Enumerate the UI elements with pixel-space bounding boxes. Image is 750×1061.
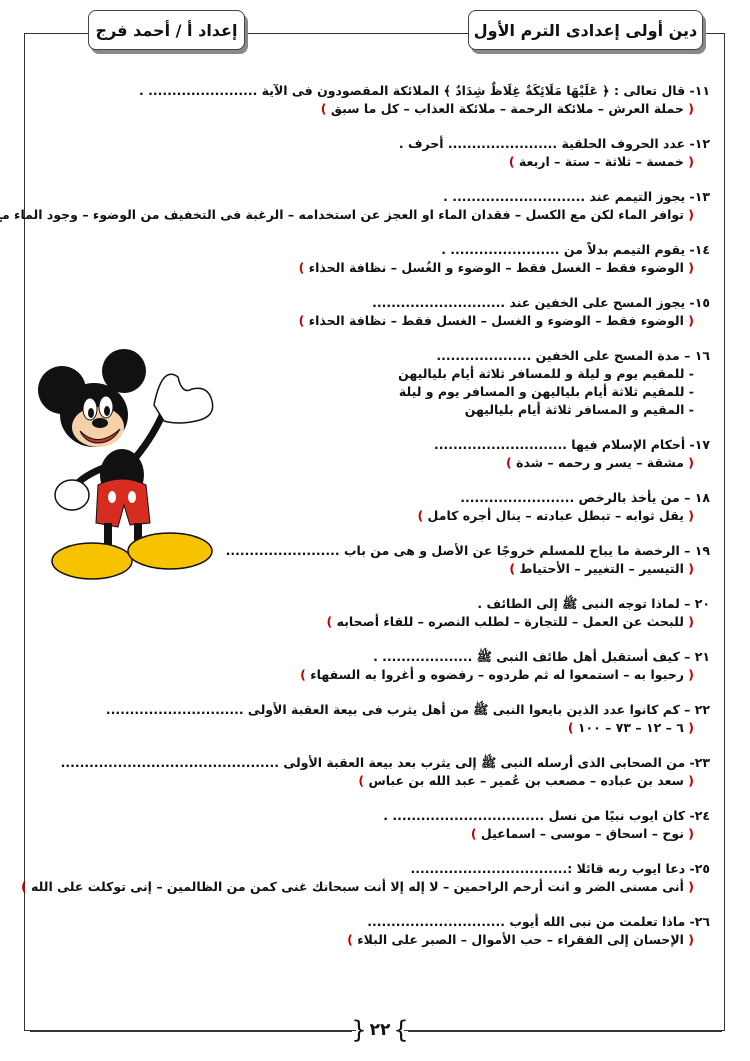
answer-options: ( نوح – اسحاق – موسى – اسماعيل ) — [470, 826, 694, 841]
question-text: ١٧- أحكام الإسلام فيها ............................ — [433, 437, 710, 452]
answer-options: ( التيسير – التغيير – الحتياط ) — [509, 561, 694, 576]
question-q22 — [40, 701, 710, 737]
question-text: ١٩ – الرخصة ما يباح للمسلم خروجًا عن الأصل و هى من باب ........................ — [225, 543, 710, 558]
answer-options: ( ٦ – ١٢ – ٧٣ – ١٠٠ ) — [567, 720, 694, 735]
question-q12 — [40, 135, 710, 171]
question-text: ١٣- يجوز التيمم عند ............................ . — [443, 189, 710, 204]
page-number-box: } ٢٢ { — [351, 1016, 409, 1044]
question-text: ١٥- يجوز المسح على الخفين عند ............................ — [372, 295, 710, 310]
answer-options: ( يقل ثوابه – تبطل عبادته – ينال أجره كامل ) — [417, 508, 694, 523]
question-text: ١١- قال تعالى : ﴿ عَلَيْهَا مَلَائِكَةٌ غِلَاظٌ شِدَادٌ ﴾ الملائكة المقصودون فى الآية ....................... . — [139, 83, 710, 98]
question-q15 — [40, 294, 710, 330]
question-q20 — [40, 595, 710, 631]
question-text: ٢٥- دعا ايوب ربه قائلا :................................. — [410, 861, 710, 876]
answer-options: ( توافر الماء لكن مع الكسل – فقدان الماء او العجز عن استخدامه – الرغبة فى التخفيف من الوضوء – وجود الماء م — [1, 207, 694, 222]
question-text: ٢٣- من الصحابى الذى أرسله النبى ﷺ إلى يثرب بعد بيعة العقبة الأولى .............................................. — [60, 755, 710, 770]
question-text: ١٤- يقوم التيمم بدلاً من ....................... . — [441, 242, 710, 257]
answer-options: ( الوضوء فقط – الوضوء و الغسل – الغسل فقط – نظافة الحذاء ) — [298, 313, 694, 328]
question-q14 — [40, 241, 710, 277]
question-text: ١٨ – من يأخذ بالرخص ........................ — [460, 490, 710, 505]
question-text: ٢٤- كان ايوب نبيًا من نسل ................................ . — [383, 808, 710, 823]
question-text: ٢١ – كيف أستقبل أهل طائف النبى ﷺ ................... . — [373, 649, 710, 664]
cartoon-mouse-illustration — [32, 345, 222, 583]
question-q11 — [40, 82, 710, 118]
answer-options: ( الحسان إلى الفقراء – حب الموال – الصبر على البلء ) — [347, 932, 694, 947]
answer-option-item: - للمقيم ثلاثة أيام بلياليهن و المسافر يوم و ليلة — [40, 383, 710, 401]
footer-rule-left — [30, 1030, 352, 1032]
answer-option-item: - للمقيم يوم و ليلة و للمسافر ثلاثة أيام بلياليهن — [40, 365, 710, 383]
answer-options: ( خمسة – ثلثة – ستة – اربعة ) — [508, 154, 694, 169]
question-text: ٢٦- ماذا تعلمت من نبى الله أيوب ............................. — [367, 914, 710, 929]
question-q13 — [1, 188, 710, 224]
question-text: ٢٢ – كم كانوا عدد الذين بايعوا النبى ﷺ من أهل يثرب فى بيعة العقبة الأولى ............................. — [105, 702, 710, 717]
question-q26 — [40, 913, 710, 949]
footer-rule-right — [408, 1030, 722, 1032]
question-q23 — [40, 754, 710, 790]
question-text: ١٢- عدد الحروف الحلقية ....................... أحرف . — [398, 136, 710, 151]
page-footer — [0, 1016, 750, 1046]
question-text: ١٦ – مدة المسح على الخفين .................... — [436, 348, 710, 363]
question-q21 — [40, 648, 710, 684]
page-number: ٢٢ — [369, 1020, 391, 1040]
answer-options: ( الوضوء فقط – الغسل فقط – الوضوء و الغسل – نظافة الحذاء ) — [298, 260, 694, 275]
subject-header — [468, 10, 703, 50]
answer-options: ( سعد بن عباده – مصعب بن عمير – عبد الله بن عباس ) — [358, 773, 694, 788]
answer-options: ( رحبوا به – استمعوا له ثم طردوه – رفضوه و أغروا به السفهاء ) — [300, 667, 694, 682]
author-header — [88, 10, 245, 50]
answer-options: ( مشقة – يسر و رحمه – شدة ) — [505, 455, 694, 470]
answer-options: ( حملة العرش – ملئكة الرحمة – ملئكة العذاب – كل ما سبق ) — [320, 101, 694, 116]
answer-options: ( أنى مسنى الضر و انت أرحم الراحمين – ل إله إل أنت سبحانك غنى كمن من الظالمين – إنى توكلت على الله ) — [20, 879, 694, 894]
question-q25 — [20, 860, 710, 896]
answer-option-item: - المقيم و المسافر ثلاثة أيام بلياليهن — [40, 401, 710, 419]
question-q24 — [40, 807, 710, 843]
subject-title: دين أولى إعدادى الترم الأول — [473, 20, 698, 40]
question-text: ٢٠ – لماذا توجه النبى ﷺ إلى الطائف . — [477, 596, 710, 611]
answer-options: ( للبحث عن العمل – للتجارة – لطلب النصره – للقاء أصحابه ) — [326, 614, 694, 629]
author-name: إعداد أ / أحمد فرج — [95, 20, 238, 40]
